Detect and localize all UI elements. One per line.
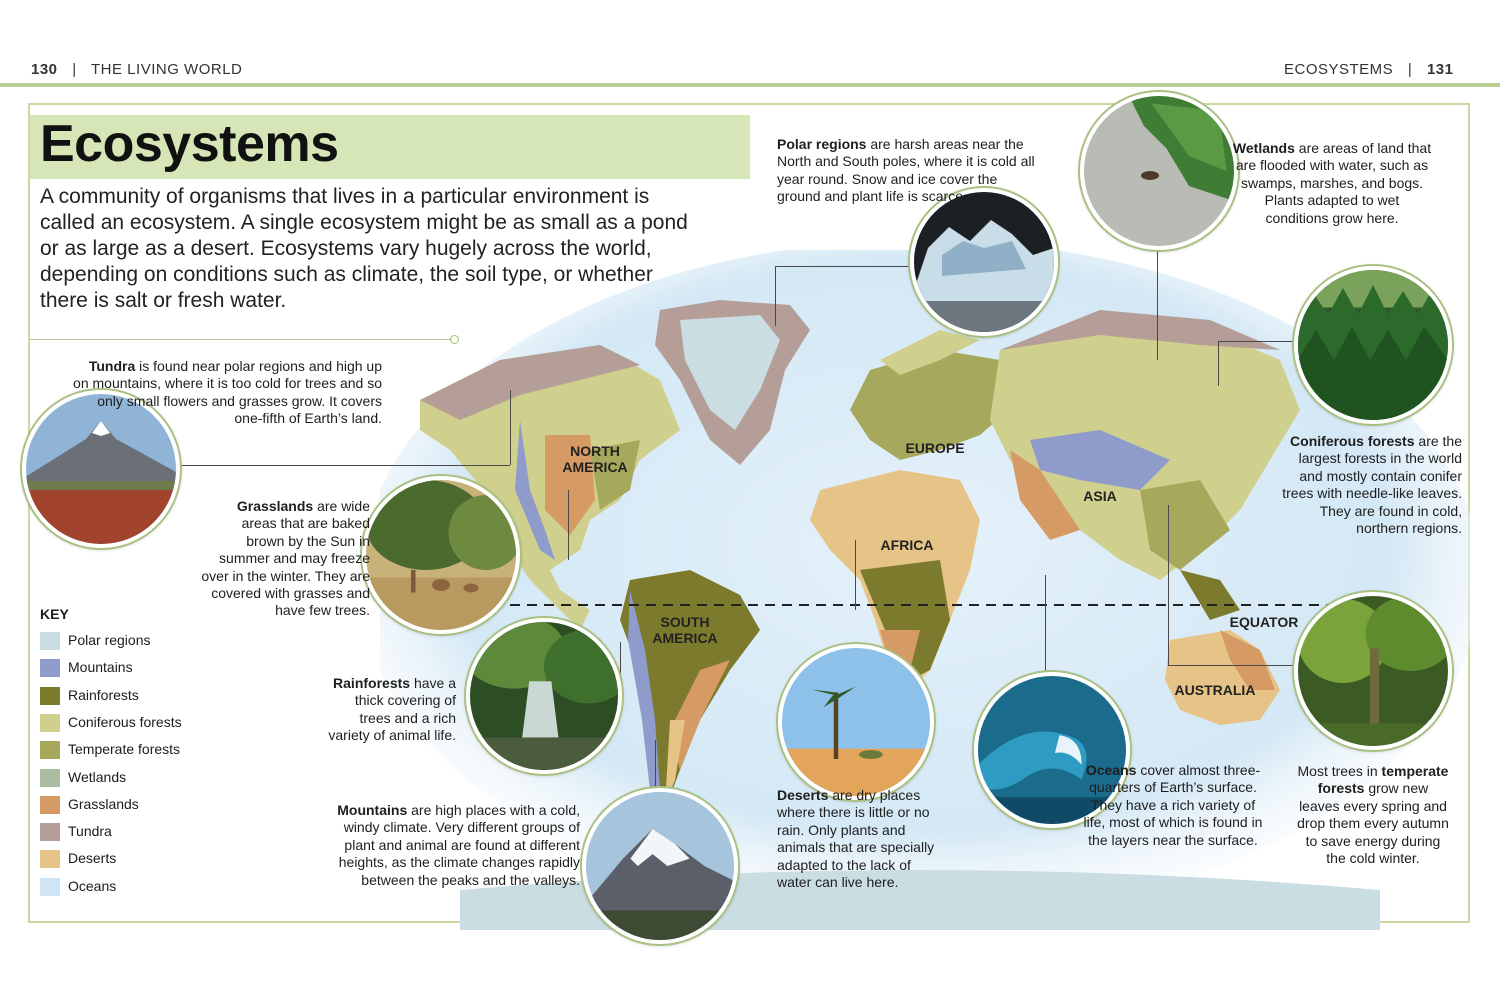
tundra-leader [170,465,510,466]
key-label: Wetlands [68,768,127,785]
key-label: Oceans [68,877,117,894]
header-separator: | [72,61,77,78]
key-swatch [40,796,60,814]
key-swatch [40,687,60,705]
key-label: Coniferous forests [68,713,182,730]
mountains-photo [582,788,738,944]
wetlands-description: Wetlands are areas of land that are flooded with water, such as swamps, marshes, and bogs. Plants adapted to wet conditions grow here. [1232,140,1432,226]
deserts-photo [778,644,934,800]
key-label: Rainforests [68,686,139,703]
oceans-leader [1045,575,1046,675]
wetlands-photo [1080,92,1238,250]
key-swatch [40,850,60,868]
key-swatch [40,632,60,650]
grasslands-leader [568,490,569,560]
right-page-number: 131 [1426,61,1454,78]
coniferous-leader [1218,341,1219,386]
deserts-description: Deserts are dry places where there is little or no rain. Only plants and animals that are specially adapted to the lack of water can live here. [777,787,935,891]
temperate-photo [1294,592,1452,750]
grasslands-description: Grasslands are wide areas that are baked brown by the Sun in summer and may freeze over in the winter. They are covered with grasses and have few trees. [201,498,370,619]
rainforests-leader [620,642,621,680]
intro-rule-dot [450,335,459,344]
rainforests-photo [466,618,622,774]
polar-photo [910,188,1058,336]
grasslands-photo [362,476,520,634]
left-page-number: 130 [31,61,58,78]
mountains-description: Mountains are high places with a cold, windy climate. Very different groups of plant and animal are found at different heights, as the climate changes rapidly between the peaks and the valleys. [337,802,580,888]
page-title: Ecosystems [40,115,339,173]
key-title: KEY [40,606,69,622]
polar-leader [775,266,776,326]
label-north-america: NORTH AMERICA [562,443,628,475]
right-page-header [1284,61,1453,78]
header-rule [0,83,1500,87]
temperate-leader [1168,505,1169,665]
left-section-title: THE LIVING WORLD [91,61,243,78]
intro-rule [30,339,455,340]
key-label: Deserts [68,850,117,867]
key-swatch [40,878,60,896]
key-swatch [40,659,60,677]
right-section-title: ECOSYSTEMS [1284,61,1394,78]
intro-paragraph: A community of organisms that lives in a particular environment is called an ecosystem. A single ecosystem might be as small as a pond or as large as a desert. Ecosystems vary hugely across the world, depending on conditions such as climate, the soil type, or whether there is salt or fresh water. [40,185,688,312]
label-australia: AUSTRALIA [1174,682,1256,698]
key-swatch [40,741,60,759]
polar-description: Polar regions are harsh areas near the North and South poles, where it is cold all year round. Snow and ice cover the ground and plant life is scarce. [777,136,1035,205]
tundra-description: Tundra is found near polar regions and high up on mountains, where it is too cold for trees and so only small flowers and grasses grow. It covers one-fifth of Earth’s land. [73,358,382,427]
key-swatch [40,823,60,841]
key-label: Tundra [68,823,112,840]
key-label: Mountains [68,659,133,676]
label-europe: EUROPE [905,440,965,456]
key-swatch [40,769,60,787]
label-south-america: SOUTH AMERICA [652,614,718,646]
left-page-header [31,61,242,78]
coniferous-description: Coniferous forests are the largest forests in the world and mostly contain conifer trees with needle-like leaves. They are found in cold, northern regions. [1282,433,1462,537]
label-asia: ASIA [1083,488,1117,504]
temperate-description: Most trees in temperate forests grow new leaves every spring and drop them every autumn to save energy during the cold winter. [1297,763,1449,867]
oceans-description: Oceans cover almost three-quarters of Earth’s surface. They have a rich variety of life, most of which is found in the layers near the surface. [1083,762,1263,848]
label-africa: AFRICA [880,537,934,553]
key-label: Grasslands [68,795,139,812]
rainforests-description: Rainforests have a thick covering of trees and a rich variety of animal life. [328,675,456,744]
header-separator: | [1407,61,1413,78]
key-label: Temperate forests [68,741,181,758]
coniferous-photo [1294,266,1452,424]
key-label: Polar regions [68,632,151,648]
label-equator: EQUATOR [1229,614,1299,630]
key-swatch [40,714,60,732]
deserts-leader [855,540,856,610]
wetlands-leader [1157,240,1158,360]
